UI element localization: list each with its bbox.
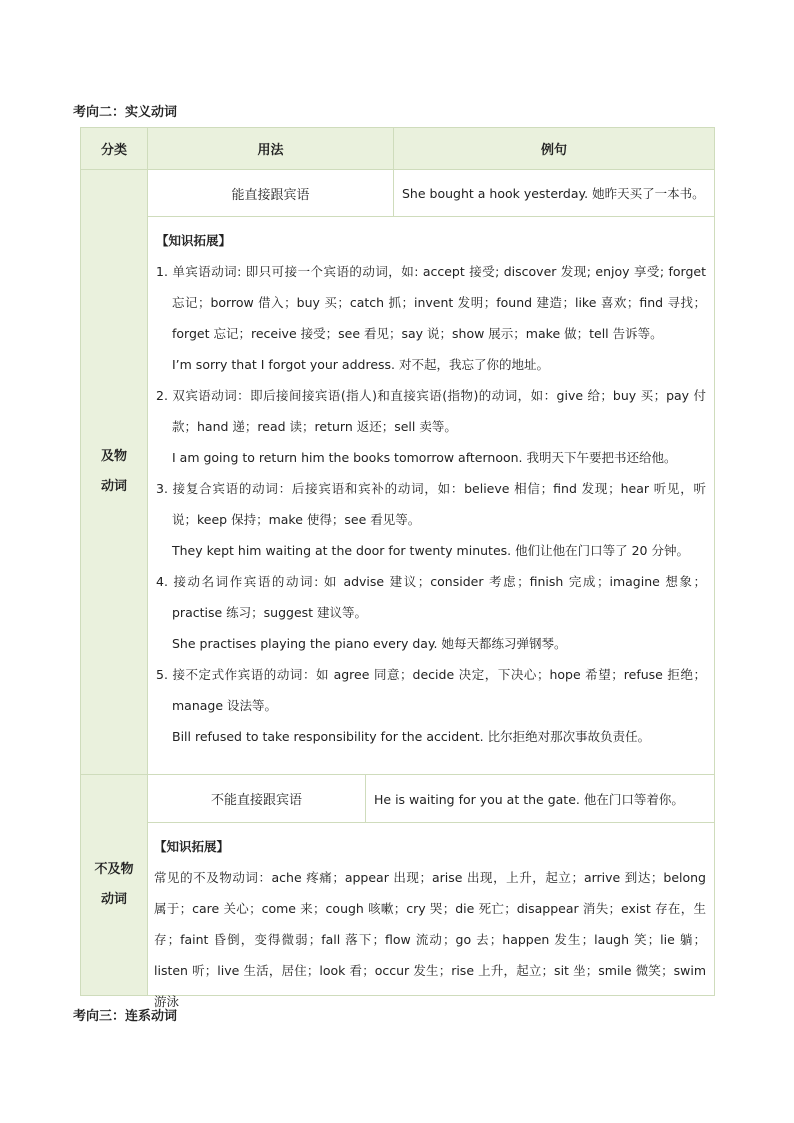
- list-item: 5. 接不定式作宾语的动词：如 agree 同意；decide 决定，下决心；hope 希望；refuse 拒绝；manage 设法等。: [156, 667, 706, 713]
- category-transitive-line1: 及物: [100, 449, 127, 464]
- example-transitive: She bought a hook yesterday. 她昨天买了一本书。: [394, 170, 714, 217]
- extension-intransitive: [148, 823, 714, 1009]
- category-intransitive: [81, 775, 148, 995]
- example-sentence: I’m sorry that I forgot your address. 对不起，我忘了你的地址。: [172, 357, 549, 372]
- extension-title: 【知识拓展】: [156, 233, 232, 248]
- example-sentence: They kept him waiting at the door for twenty minutes. 他们让他在门口等了 20 分钟。: [172, 543, 689, 558]
- category-intransitive-line2: 动词: [100, 892, 127, 907]
- section-heading-2: 考向二：实义动词: [73, 105, 178, 120]
- category-transitive-line2: 动词: [100, 479, 127, 494]
- category-transitive: [81, 170, 148, 775]
- list-item: 1. 单宾语动词: 即只可接一个宾语的动词，如: accept 接受; discover 发现; enjoy 享受; forget 忘记；borrow 借入；buy 买；catch 抓；invent 发明；found 建造；like 喜欢；find 寻找；forget 忘记；receive 接受；see 看见；say 说；show 展示；make 做；tell 告诉等。: [156, 264, 706, 341]
- list-item: 4. 接动名词作宾语的动词: 如 advise 建议；consider 考虑；finish 完成；imagine 想象；practise 练习；suggest 建议等。: [156, 574, 706, 620]
- column-header-example: 例句: [394, 128, 714, 170]
- extension-title: 【知识拓展】: [154, 839, 230, 854]
- usage-intransitive: 不能直接跟宾语: [148, 775, 366, 823]
- example-sentence: Bill refused to take responsibility for the accident. 比尔拒绝对那次事故负责任。: [172, 729, 651, 744]
- column-header-category: 分类: [81, 128, 148, 170]
- list-item: 3. 接复合宾语的动词：后接宾语和宾补的动词，如：believe 相信；find 发现；hear 听见，听说；keep 保持；make 使得；see 看见等。: [156, 481, 706, 527]
- column-header-usage: 用法: [148, 128, 394, 170]
- list-item: 2. 双宾语动词：即后接间接宾语(指人)和直接宾语(指物)的动词，如：give 给；buy 买；pay 付款；hand 递；read 读；return 返还；sell 卖等。: [156, 388, 706, 434]
- usage-transitive: 能直接跟宾语: [148, 170, 394, 217]
- intransitive-list: 常见的不及物动词：ache 疼痛；appear 出现；arise 出现，上升，起立；arrive 到达；belong 属于；care 关心；come 来；cough 咳嗽；cry 哭；die 死亡；disappear 消失；exist 存在，生存；faint 昏倒，变得微弱；fall 落下；flow 流动；go 去；happen 发生；laugh 笑；lie 躺；listen 听；live 生活，居住；look 看；occur 发生；rise 上升，起立；sit 坐；smile 微笑；swim 游泳: [154, 870, 706, 1009]
- verb-table: [80, 127, 715, 1009]
- example-sentence: She practises playing the piano every day. 她每天都练习弹钢琴。: [172, 636, 567, 651]
- category-intransitive-line1: 不及物: [94, 862, 134, 877]
- example-intransitive: He is waiting for you at the gate. 他在门口等着你。: [366, 775, 714, 823]
- section-heading-3: 考向三：连系动词: [73, 1009, 178, 1024]
- extension-transitive: [148, 217, 714, 775]
- example-sentence: I am going to return him the books tomorrow afternoon. 我明天下午要把书还给他。: [172, 450, 677, 465]
